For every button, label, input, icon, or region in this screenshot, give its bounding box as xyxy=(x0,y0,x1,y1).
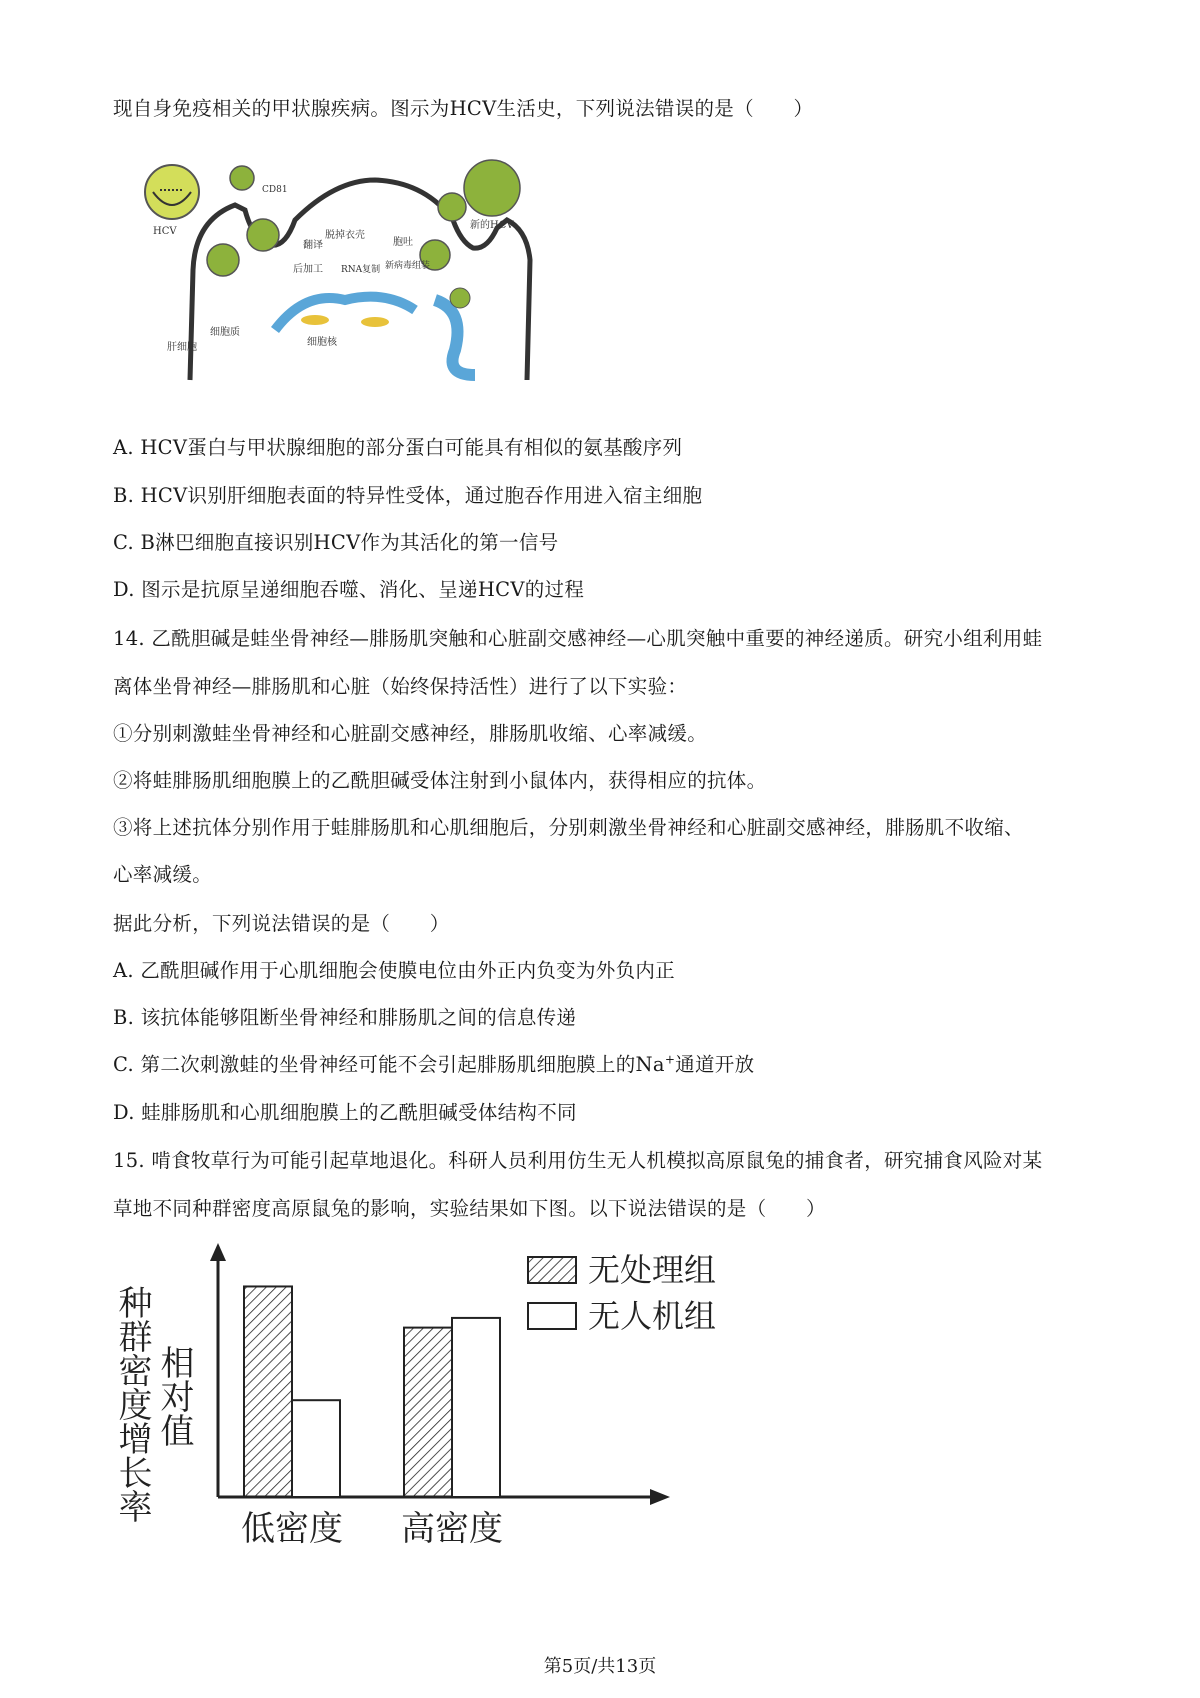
label-cytoplasm: 细胞质 xyxy=(210,327,240,338)
label-translation: 翻译 xyxy=(303,240,323,251)
bar-group xyxy=(244,1286,500,1497)
q14-question: 据此分析，下列说法错误的是（ ） xyxy=(113,912,450,935)
density-growth-chart xyxy=(100,1235,820,1555)
q14-option-a: A. 乙酰胆碱作用于心肌细胞会使膜电位由外正内负变为外负内正 xyxy=(113,959,675,982)
legend-label-2: 无人机组 xyxy=(588,1297,717,1335)
q15-stem-line2: 草地不同种群密度高原鼠兔的影响，实验结果如下图。以下说法错误的是（ ） xyxy=(113,1197,826,1220)
chart-legend xyxy=(528,1251,716,1335)
q14-option-d: D. 蛙腓肠肌和心肌细胞膜上的乙酰胆碱受体结构不同 xyxy=(113,1101,577,1124)
q14-step3-line2: 心率减缓。 xyxy=(113,863,213,886)
label-new-hcv: 新的HCV xyxy=(470,220,514,231)
mitochondria-shape-2 xyxy=(361,317,389,327)
q13-option-d: D. 图示是抗原呈递细胞吞噬、消化、呈递HCV的过程 xyxy=(113,578,585,601)
q15-stem-line1: 15. 啃食牧草行为可能引起草地退化。科研人员利用仿生无人机模拟高原鼠兔的捕食者，研究捕食风险对某 xyxy=(113,1149,1043,1172)
bar-drone-high xyxy=(452,1318,500,1497)
label-uncoating: 脱掉衣壳 xyxy=(325,230,365,241)
legend-swatch-hatched xyxy=(528,1257,576,1283)
q13-stem-tail: 现自身免疫相关的甲状腺疾病。图示为HCV生活史，下列说法错误的是（ ） xyxy=(113,97,814,120)
bar-untreated-low xyxy=(244,1286,292,1497)
q14-option-c-pre: C. 第二次刺激蛙的坐骨神经可能不会引起腓肠肌细胞膜上的Na xyxy=(113,1053,665,1076)
q14-step3-line1: ③将上述抗体分别作用于蛙腓肠肌和心肌细胞后，分别刺激坐骨神经和心脏副交感神经，腓肠肌不收缩、 xyxy=(113,816,1024,839)
q14-step1: ①分别刺激蛙坐骨神经和心脏副交感神经，腓肠肌收缩、心率减缓。 xyxy=(113,722,708,745)
y-axis-arrow xyxy=(210,1243,226,1261)
q14-option-c-post: 通道开放 xyxy=(675,1053,755,1076)
page-footer: 第5页/共13页 xyxy=(543,1656,657,1677)
q13-option-b: B. HCV识别肝细胞表面的特异性受体，通过胞吞作用进入宿主细胞 xyxy=(113,484,703,507)
hcv-lifecycle-diagram xyxy=(135,150,545,385)
x-tick-label: 高密度 xyxy=(401,1509,503,1549)
label-nucleus: 细胞核 xyxy=(307,337,337,348)
bar-drone-low xyxy=(292,1400,340,1497)
y-axis-label-line2: 相对值 xyxy=(154,1345,194,1447)
new-hcv-virus-icon xyxy=(420,160,520,270)
q14-option-b: B. 该抗体能够阻断坐骨神经和腓肠肌之间的信息传递 xyxy=(113,1006,577,1029)
label-rna-replication: RNA复制 xyxy=(341,265,381,275)
q14-option-c xyxy=(113,1052,754,1078)
hcv-lifecycle-figure xyxy=(135,150,545,385)
q14-step2: ②将蛙腓肠肌细胞膜上的乙酰胆碱受体注射到小鼠体内，获得相应的抗体。 xyxy=(113,769,767,792)
label-assembly: 新病毒组装 xyxy=(385,261,431,271)
bar-untreated-high xyxy=(404,1328,452,1497)
q14-stem-line1: 14. 乙酰胆碱是蛙坐骨神经—腓肠肌突触和心脏副交感神经—心肌突触中重要的神经递质。研究小组利用蛙 xyxy=(113,627,1043,650)
x-tick-label: 低密度 xyxy=(241,1509,343,1549)
sodium-charge: + xyxy=(664,1052,676,1067)
legend-label-1: 无处理组 xyxy=(588,1251,717,1289)
legend-swatch-empty xyxy=(528,1303,576,1329)
label-hepatocyte: 肝细胞 xyxy=(167,342,197,353)
label-post-processing: 后加工 xyxy=(293,264,323,275)
vesicle-virus-icon xyxy=(450,288,470,308)
y-axis-label-line1: 种群密度增长率 xyxy=(112,1285,152,1523)
label-hcv: HCV xyxy=(153,226,177,237)
q13-option-a: A. HCV蛋白与甲状腺细胞的部分蛋白可能具有相似的氨基酸序列 xyxy=(113,436,683,459)
hcv-virus-icon xyxy=(145,165,199,219)
x-tick-labels xyxy=(241,1509,503,1549)
x-axis-arrow xyxy=(650,1489,670,1505)
mitochondria-shape xyxy=(301,315,329,325)
label-exocytosis: 胞吐 xyxy=(393,237,413,248)
q14-stem-line2: 离体坐骨神经—腓肠肌和心脏（始终保持活性）进行了以下实验： xyxy=(113,675,688,698)
label-cd81: CD81 xyxy=(262,185,288,195)
er-shape xyxy=(275,297,415,330)
virus-entering-icon xyxy=(207,166,279,276)
golgi-shape xyxy=(435,300,475,375)
q13-option-c: C. B淋巴细胞直接识别HCV作为其活化的第一信号 xyxy=(113,531,559,554)
